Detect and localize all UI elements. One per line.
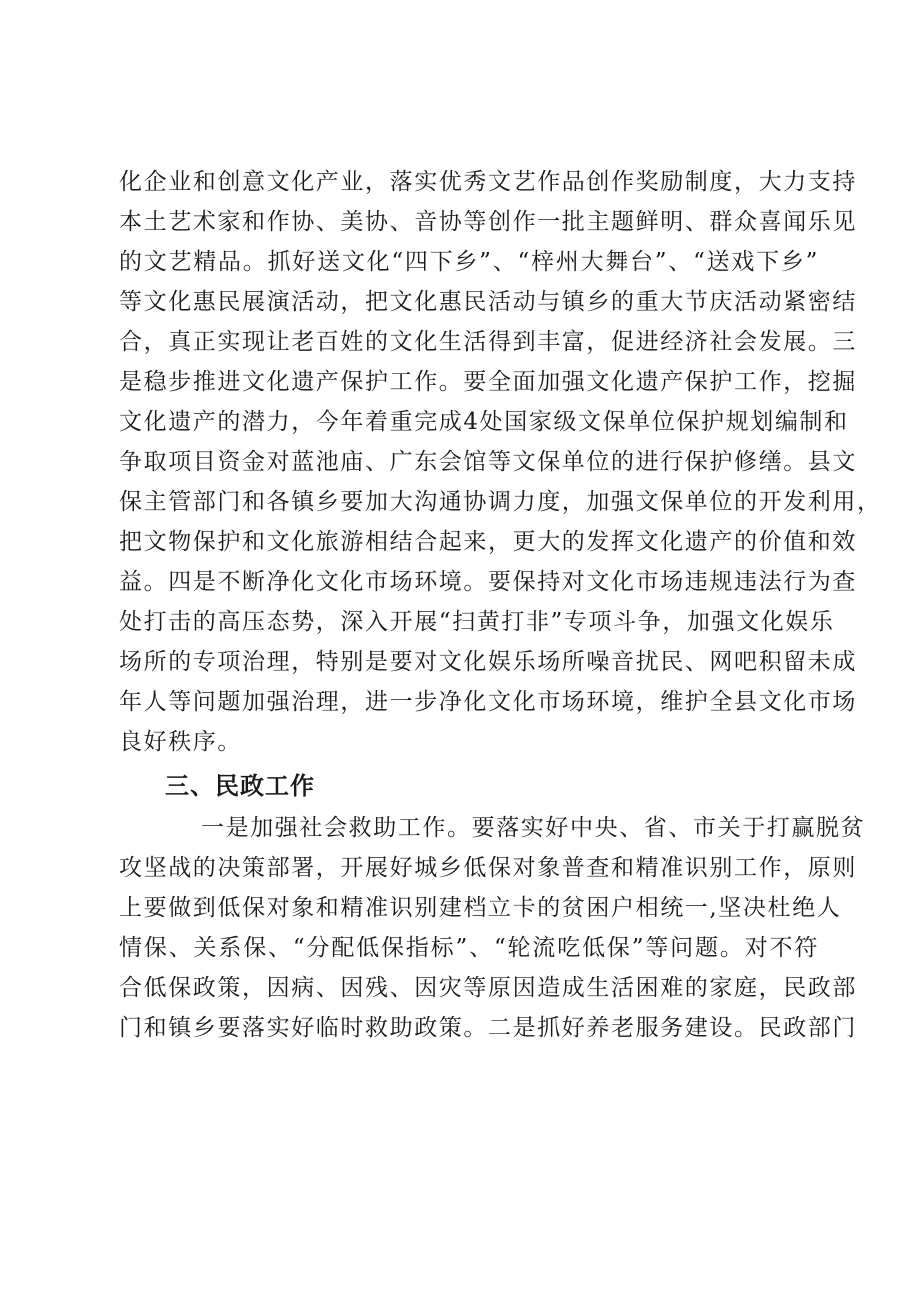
- text-line: 上要做到低保对象和精准识别建档立卡的贫困户相统一,坚决杜绝人: [119, 895, 842, 921]
- paragraph-culture: [119, 162, 882, 762]
- text-line: 益。四是不断净化文化市场环境。要保持对文化市场违规违法行为查: [119, 569, 857, 595]
- text-line: 是稳步推进文化遗产保护工作。要全面加强文化遗产保护工作，挖掘: [119, 369, 857, 395]
- text-line: 处打击的高压态势，深入开展“扫黄打非”专项斗争，加强文化娱乐: [119, 609, 835, 635]
- text-line: 把文物保护和文化旅游相结合起来，更大的发挥文化遗产的价值和效: [119, 529, 857, 555]
- text-line: 合低保政策，因病、因残、因灾等原因造成生活困难的家庭，民政部: [119, 975, 857, 1001]
- text-line: 本土艺术家和作协、美协、音协等创作一批主题鲜明、群众喜闻乐见: [119, 209, 857, 235]
- text-line: 情保、关系保、“分配低保指标”、“轮流吃低保”等问题。对不符: [119, 935, 819, 961]
- text-line: 场所的专项治理，特别是要对文化娱乐场所噪音扰民、网吧积留未成: [119, 649, 857, 675]
- paragraph-civil-affairs: [119, 808, 866, 1048]
- text-line: 化企业和创意文化产业，落实优秀文艺作品创作奖励制度，大力支持: [119, 169, 857, 195]
- text-line: 争取项目资金对蓝池庙、广东会馆等文保单位的进行保护修缮。县文: [119, 449, 857, 475]
- text-line: 文化遗产的潜力，今年着重完成4处国家级文保单位保护规划编制和: [119, 409, 849, 435]
- document-body: [119, 162, 882, 1048]
- text-line: 门和镇乡要落实好临时救助政策。二是抓好养老服务建设。民政部门: [119, 1015, 857, 1041]
- section-heading: 三、民政工作: [165, 772, 315, 800]
- text-line: 合，真正实现让老百姓的文化生活得到丰富，促进经济社会发展。三: [119, 329, 857, 355]
- text-line: 等文化惠民展演活动，把文化惠民活动与镇乡的重大节庆活动紧密结: [119, 289, 857, 315]
- text-line: 良好秩序。: [119, 729, 242, 755]
- text-line: 保主管部门和各镇乡要加大沟通协调力度，加强文保单位的开发利用，: [119, 489, 882, 515]
- text-line: 的文艺精品。抓好送文化“四下乡”、“梓州大舞台”、“送戏下乡”: [119, 249, 819, 275]
- text-line: 一是加强社会救助工作。要落实好中央、省、市关于打赢脱贫: [201, 815, 866, 841]
- text-line: 攻坚战的决策部署，开展好城乡低保对象普查和精准识别工作，原则: [119, 855, 857, 881]
- text-line: 年人等问题加强治理，进一步净化文化市场环境，维护全县文化市场: [119, 689, 857, 715]
